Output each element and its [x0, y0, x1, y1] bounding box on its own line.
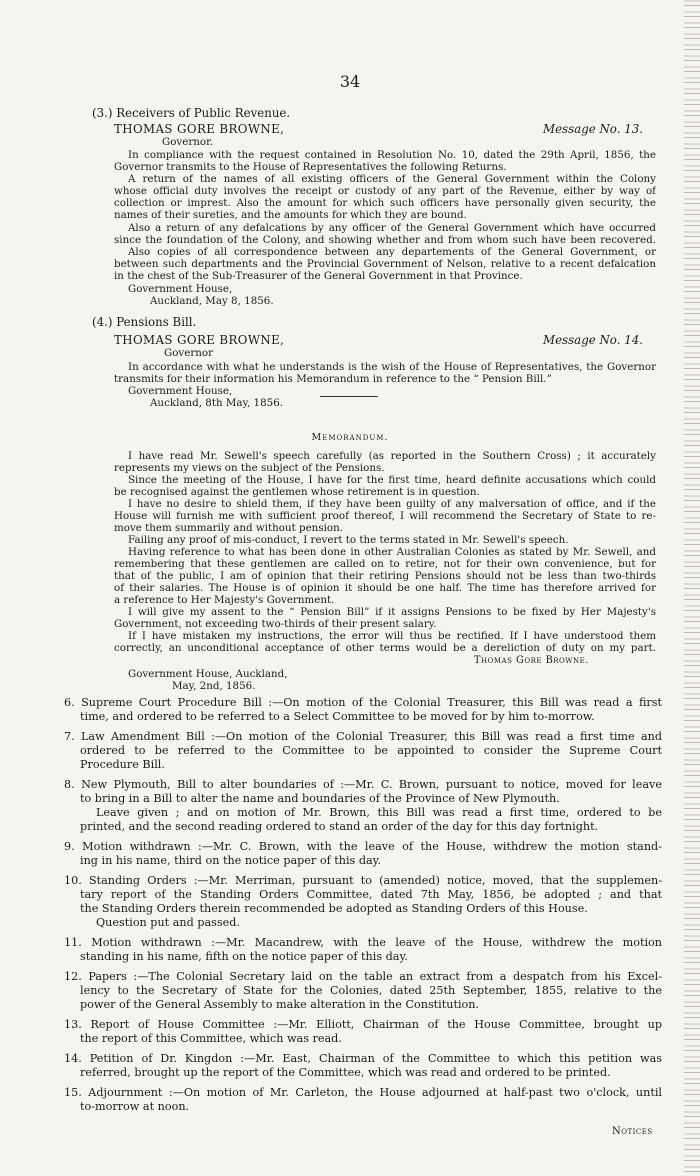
text-line: Also copies of all correspondence between any departements of the General Government, or [128, 246, 656, 258]
proceeding-item-15-line: to-morrow at noon. [80, 1100, 190, 1113]
proceeding-item-10-line: tary report of the Standing Orders Committee, dated 7th May, 1856, be adopted ; and that [80, 888, 662, 901]
message-label: Message No. 14. [543, 333, 643, 347]
proceeding-item-6-line: time, and ordered to be referred to a Select Committee to be moved for by him to-morrow. [80, 710, 595, 723]
proceeding-item-12-line: lency to the Secretary of State for the Colonies, dated 25th September, 1855, relative to the [80, 984, 662, 997]
proceeding-item-8-line: Leave given ; and on motion of Mr. Brown, this Bill was read a first time, ordered to be [96, 806, 662, 819]
proceeding-item-14-line: referred, brought up the report of the Committee, which was read and ordered to be printed. [80, 1066, 611, 1079]
proceeding-item-14-line: 14. Petition of Dr. Kingdon :—Mr. East, Chairman of the Committee to which this petition was [64, 1052, 662, 1065]
text-line: between such departments and the Provincial Government of Nelson, relative to a recent defalcation [114, 258, 656, 270]
memo-line: Having reference to what has been done in other Australian Colonies as stated by Mr. Sewell, and [128, 546, 656, 558]
text-line: Also a return of any defalcations by any officer of the General Government which have occurred [128, 222, 656, 234]
memo-line: move them summarily and without pension. [114, 522, 343, 534]
text-line: whose official duty involves the receipt or custody of any part of the Revenue, either by way of [114, 185, 656, 197]
text-line: transmits for their information his Memorandum in reference to the “ Pension Bill.” [114, 373, 552, 385]
memo-line: Since the meeting of the House, I have for the first time, heard definite accusations which could [128, 474, 656, 486]
section-heading-pensions: (4.) Pensions Bill. [92, 315, 197, 329]
memo-line: a reference to Her Majesty's Government. [114, 594, 335, 606]
text-line: Governor transmits to the House of Representatives the following Returns. [114, 161, 507, 173]
proceeding-item-9-line: ing in his name, third on the notice paper of this day. [80, 854, 382, 867]
memo-line: I have no desire to shield them, if they have been guilty of any malversation of office, and if the [128, 498, 656, 510]
text-line: collection or imprest. Also the amount for which such officers have personally given security, the [114, 197, 656, 209]
proceeding-item-7-line: Procedure Bill. [80, 758, 165, 771]
place-line: Government House, [128, 385, 233, 397]
proceeding-item-10-line: the Standing Orders therein recommended be adopted as Standing Orders of this House. [80, 902, 588, 915]
proceeding-item-7-line: ordered to be referred to the Committee to be appointed to consider the Supreme Court [80, 744, 662, 757]
date-line: May, 2nd, 1856. [172, 680, 256, 692]
proceeding-item-7-line: 7. Law Amendment Bill :—On motion of the Colonial Treasurer, this Bill was read a first time and [64, 730, 662, 743]
place-line: Government House, [128, 283, 233, 295]
memo-line: remembering that these gentlemen are called on to retire, not for their own convenience, but for [114, 558, 656, 570]
page-number: 34 [339, 72, 361, 91]
text-line: In accordance with what he understands is the wish of the House of Representatives, the Governor [128, 361, 656, 373]
catchword: Notices [612, 1126, 653, 1137]
date-line: Auckland, 8th May, 1856. [150, 397, 284, 409]
memo-line: correctly, an unconditional acceptance of other terms would be a dereliction of duty on my part. [114, 642, 656, 654]
memo-line: that of the public, I am of opinion that their retiring Pensions should not be less than two-thirds [114, 570, 656, 582]
memo-line: Failing any proof of mis-conduct, I revert to the terms stated in Mr. Sewell's speech. [128, 534, 569, 546]
sender-title: Governor. [162, 136, 214, 148]
section-divider [320, 396, 378, 397]
sender-name: THOMAS GORE BROWNE, [114, 333, 285, 347]
proceeding-item-12-line: power of the General Assembly to make alteration in the Constitution. [80, 998, 480, 1011]
text-line: names of their sureties, and the amounts for which they are bound. [114, 209, 467, 221]
sender-title: Governor [164, 347, 214, 359]
date-line: Auckland, May 8, 1856. [150, 295, 274, 307]
memo-line: of their salaries. The House is of opinion it should be one half. The time has therefore arrived for [114, 582, 656, 594]
text-line: since the foundation of the Colony, and showing whether and from whom such have been recovered. [114, 234, 656, 246]
proceeding-item-15-line: 15. Adjournment :—On motion of Mr. Carleton, the House adjourned at half-past two o'clock, until [64, 1086, 662, 1099]
text-line: in the chest of the Sub-Treasurer of the General Government in that Province. [114, 270, 523, 282]
proceeding-item-9-line: 9. Motion withdrawn :—Mr. C. Brown, with the leave of the House, withdrew the motion stand- [64, 840, 662, 853]
memo-line: I have read Mr. Sewell's speech carefully (as reported in the Southern Cross) ; it accurately [128, 450, 656, 462]
proceeding-item-8-line: printed, and the second reading ordered to stand an order of the day for this day fortnight. [80, 820, 599, 833]
place-line: Government House, Auckland, [128, 668, 288, 680]
proceeding-item-12-line: 12. Papers :—The Colonial Secretary laid on the table an extract from a despatch from his Excel- [64, 970, 662, 983]
proceeding-item-11-line: 11. Motion withdrawn :—Mr. Macandrew, with the leave of the House, withdrew the motion [64, 936, 662, 949]
proceeding-item-13-line: the report of this Committee, which was read. [80, 1032, 342, 1045]
proceeding-item-13-line: 13. Report of House Committee :—Mr. Elliott, Chairman of the House Committee, brought up [64, 1018, 662, 1031]
text-line: In compliance with the request contained in Resolution No. 10, dated the 29th April, 1856, the [128, 149, 656, 161]
memo-line: represents my views on the subject of the Pensions. [114, 462, 385, 474]
message-label: Message No. 13. [543, 122, 643, 136]
memo-line: If I have mistaken my instructions, the error will thus be rectified. If I have understood them [128, 630, 656, 642]
section-heading-receivers: (3.) Receivers of Public Revenue. [92, 106, 291, 120]
proceeding-item-11-line: standing in his name, fifth on the notice paper of this day. [80, 950, 408, 963]
proceeding-item-10-line: Question put and passed. [96, 916, 240, 929]
memo-signature: Thomas Gore Browne. [474, 655, 589, 666]
memo-line: be recognised against the gentlemen whose retirement is in question. [114, 486, 480, 498]
text-line: A return of the names of all existing officers of the General Government within the Colony [128, 173, 656, 185]
scanned-page-edge [684, 0, 700, 1176]
memo-line: Government, not exceeding two-thirds of their present salary. [114, 618, 437, 630]
proceeding-item-8-line: 8. New Plymouth, Bill to alter boundaries of :—Mr. C. Brown, pursuant to notice, moved for leave [64, 778, 662, 791]
proceeding-item-8-line: to bring in a Bill to alter the name and boundaries of the Province of New Plymouth. [80, 792, 560, 805]
memo-line: House will furnish me with sufficient proof thereof, I will recommend the Secretary of State to re- [114, 510, 656, 522]
proceeding-item-10-line: 10. Standing Orders :—Mr. Merriman, pursuant to (amended) notice, moved, that the supplemen- [64, 874, 662, 887]
proceeding-item-6-line: 6. Supreme Court Procedure Bill :—On motion of the Colonial Treasurer, this Bill was read a first [64, 696, 662, 709]
sender-name: THOMAS GORE BROWNE, [114, 122, 285, 136]
memo-line: I will give my assent to the “ Pension Bill” if it assigns Pensions to be fixed by Her Majesty's [128, 606, 656, 618]
memorandum-heading: Memorandum. [311, 432, 389, 443]
